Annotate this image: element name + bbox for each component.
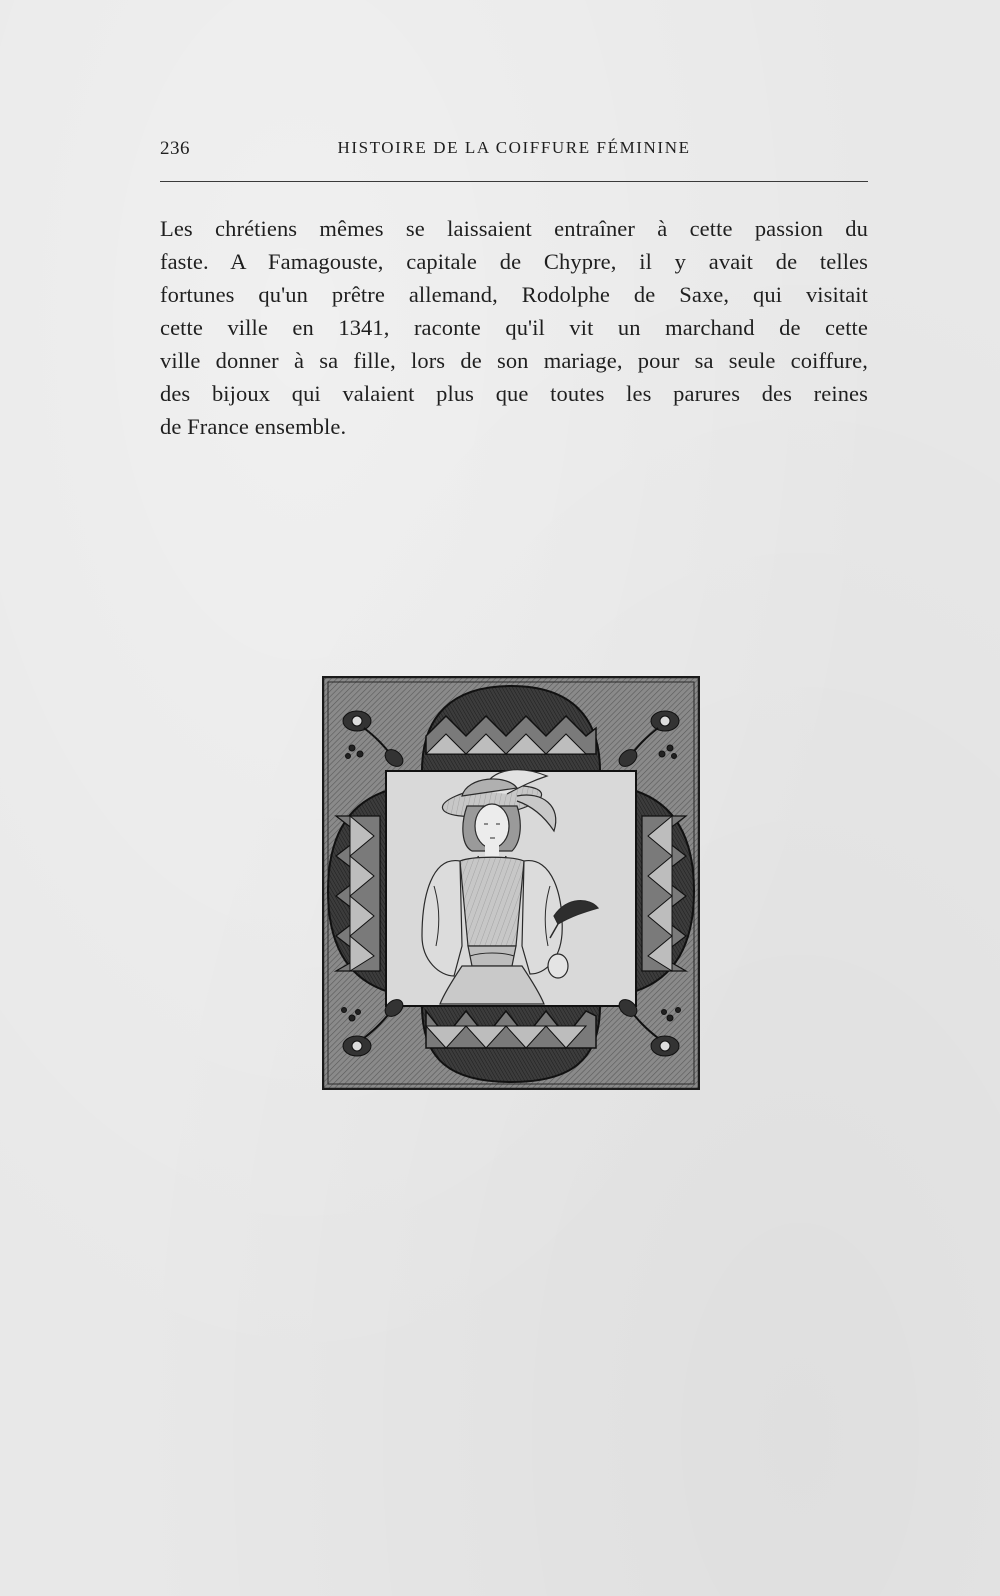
engraving-svg [322, 676, 700, 1090]
text-line: de France ensemble. [160, 414, 347, 439]
text-line: faste. A Famagouste, capitale de Chypre, il y avait de telles [160, 249, 868, 274]
header-rule [160, 181, 868, 182]
text-line: Les chrétiens mêmes se laissaient entraîner à cette passion du [160, 216, 868, 241]
running-title: HISTOIRE DE LA COIFFURE FÉMININE [337, 138, 691, 157]
illustration [322, 676, 700, 1090]
text-line: ville donner à sa fille, lors de son mariage, pour sa seule coiffure, [160, 348, 868, 373]
text-line: des bijoux qui valaient plus que toutes les parures des reines [160, 381, 868, 406]
running-head [160, 136, 868, 160]
body-paragraph [160, 212, 868, 443]
text-line: fortunes qu'un prêtre allemand, Rodolphe de Saxe, qui visitait [160, 282, 868, 307]
page-number: 236 [160, 138, 190, 159]
text-line: cette ville en 1341, raconte qu'il vit un marchand de cette [160, 315, 868, 340]
